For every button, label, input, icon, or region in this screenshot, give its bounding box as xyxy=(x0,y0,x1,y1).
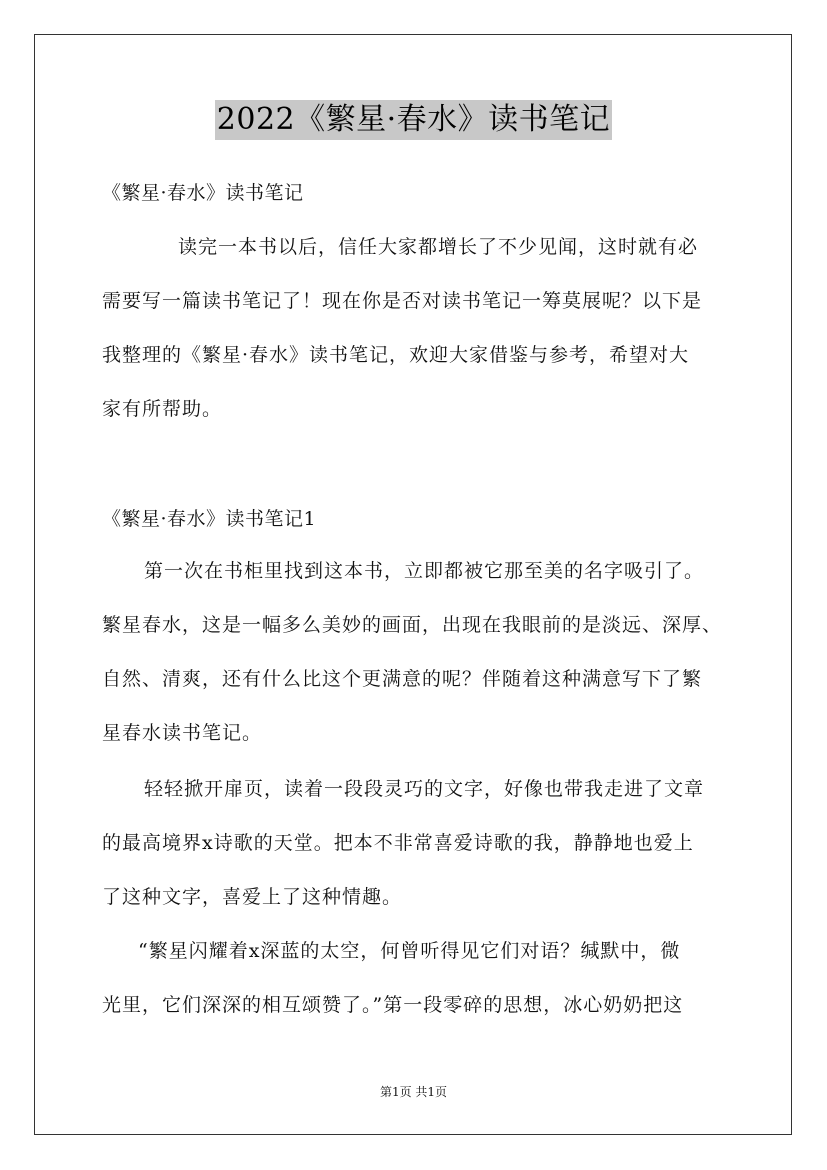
page-number-footer: 第1页 共1页 xyxy=(379,1085,448,1099)
intro-line: 需要写一篇读书笔记了！现在你是否对读书笔记一筹莫展呢？以下是 xyxy=(102,290,703,312)
paragraph-line: 繁星春水，这是一幅多么美妙的画面，出现在我眼前的是淡远、深厚、 xyxy=(102,614,723,636)
paragraph-2 xyxy=(102,762,728,924)
paragraph-line: “繁星闪耀着x深蓝的太空，何曾听得见它们对语？缄默中，微 xyxy=(138,940,681,962)
document-subtitle: 《繁星·春水》读书笔记 xyxy=(102,182,304,204)
paragraph-line: 轻轻掀开扉页，读着一段段灵巧的文字，好像也带我走进了文章 xyxy=(144,778,705,800)
paragraph-line: 的最高境界x诗歌的天堂。把本不非常喜爱诗歌的我，静静地也爱上 xyxy=(102,832,694,854)
paragraph-line: 自然、清爽，还有什么比这个更满意的呢？伴随着这种满意写下了繁 xyxy=(102,668,703,690)
section-heading: 《繁星·春水》读书笔记1 xyxy=(102,508,317,530)
title-container xyxy=(0,100,827,140)
paragraph-line: 第一次在书柜里找到这本书，立即都被它那至美的名字吸引了。 xyxy=(144,560,705,582)
paragraph-line: 了这种文字，喜爱上了这种情趣。 xyxy=(102,886,403,908)
document-title: 2022《繁星·春水》读书笔记 xyxy=(215,100,612,140)
paragraph-line: 星春水读书笔记。 xyxy=(102,722,263,744)
intro-line: 读完一本书以后，信任大家都增长了不少见闻，这时就有必 xyxy=(178,236,699,258)
paragraph-line: 光里，它们深深的相互颂赞了。”第一段零碎的思想，冰心奶奶把这 xyxy=(102,994,684,1016)
intro-line: 我整理的《繁星·春水》读书笔记，欢迎大家借鉴与参考，希望对大 xyxy=(102,344,690,366)
paragraph-1 xyxy=(102,544,728,760)
paragraph-3 xyxy=(102,924,728,1032)
intro-paragraph xyxy=(102,220,728,436)
intro-line: 家有所帮助。 xyxy=(102,398,223,420)
